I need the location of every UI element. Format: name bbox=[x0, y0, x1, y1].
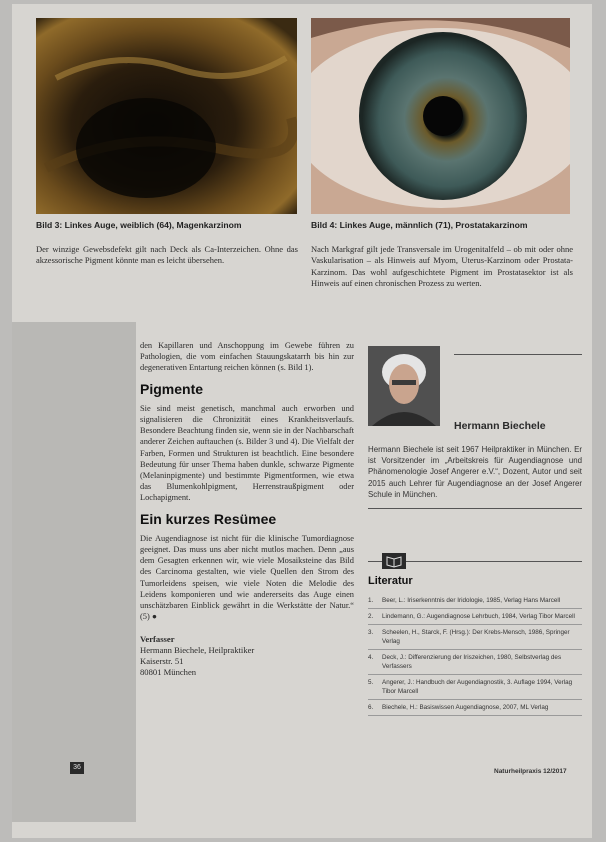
caption-right: Bild 4: Linkes Auge, männlich (71), Prostatakarzinom bbox=[311, 220, 528, 230]
divider bbox=[454, 354, 582, 355]
list-item: 3. Scheelen, H., Starck, F. (Hrsg.): Der Krebs-Mensch, 1986, Springer Verlag bbox=[368, 625, 582, 650]
author-name: Hermann Biechele bbox=[454, 420, 546, 432]
list-item: 6. Biechele, H.: Basiswissen Augendiagnose, 2007, ML Verlag bbox=[368, 700, 582, 716]
author-bio: Hermann Biechele ist seit 1967 Heilpraktiker in München. Er ist Vorsitzender im „Arbeitskreis für Augendiagnose und Phänomenologie Josef Angerer e.V.“, Dozent, Autor und seit 2015 auch Lehrer für Augendiagnose an der Josef Angerer Schule in München. bbox=[368, 445, 582, 499]
book-icon bbox=[382, 553, 406, 569]
heading-resumee: Ein kurzes Resümee bbox=[140, 510, 277, 527]
page-number: 36 bbox=[70, 762, 84, 774]
heading-pigmente: Pigmente bbox=[140, 380, 204, 397]
author-portrait bbox=[368, 346, 440, 426]
list-item: 5. Angerer, J.: Handbuch der Augendiagnostik, 3. Auflage 1994, Verlag Tibor Marcell bbox=[368, 675, 582, 700]
verfasser-label: Verfasser bbox=[140, 634, 175, 645]
sidebar-column bbox=[368, 346, 582, 716]
divider bbox=[368, 508, 582, 509]
resumee-paragraph: Die Augendiagnose ist nicht für die klinische Tumordiagnose geeignet. Das muss uns aber nicht mutlos machen. Denn „aus dem Gesagten erkennen wir, wie viele Mosaiksteine das Bild des Carcinoma gestalten, wie viele Quellen den Strom des Tumorleidens speisen, wie viele Noten die Melodie des Leidens komponieren und wie andererseits das Auge einen unschätzbaren Einblick gewährt in die Werkstätte der Natur.“ (5) ● bbox=[140, 533, 354, 622]
iris-photo-left bbox=[36, 18, 297, 214]
list-item: 4. Deck, J.: Differenzierung der Iriszeichen, 1980, Selbstverlag des Verfassers bbox=[368, 650, 582, 675]
magazine-footer: Naturheilpraxis 12/2017 bbox=[494, 768, 567, 775]
literatur-title: Literatur bbox=[368, 575, 413, 588]
iris-photo-right bbox=[311, 18, 570, 214]
address-line: Kaiserstr. 51 bbox=[140, 656, 184, 667]
intro-paragraph: den Kapillaren und Anschoppung im Gewebe führen zu Pathologien, die vom einfachen Stauungskatarrh bis hin zur degenerativen Entartung reichen können (s. Bild 1). bbox=[140, 341, 354, 373]
address-line: Hermann Biechele, Heilpraktiker bbox=[140, 645, 255, 656]
list-item: 1. Beer, L.: Iriserkenntnis der Iridologie, 1985, Verlag Hans Marcell bbox=[368, 593, 582, 609]
author-address bbox=[140, 634, 354, 678]
top-text-left: Der winzige Gewebsdefekt gilt nach Deck als Ca-Interzeichen. Ohne das akzessorische Pigment könnte man es leicht übersehen. bbox=[36, 244, 298, 266]
magazine-page bbox=[12, 4, 592, 838]
list-item: 2. Lindemann, G.: Augendiagnose Lehrbuch, 1984, Verlag Tibor Marcell bbox=[368, 609, 582, 625]
article-column bbox=[140, 340, 354, 678]
pigmente-paragraph: Sie sind meist genetisch, manchmal auch erworben und signalisieren die Chronizität eines Krankheitsverlaufs. Besondere Beachtung finden sie, wenn sie in der Nachbarschaft anderer Zeichen auftauchen (s. Bilder 3 und 4). Die Vielfalt der Farben, Formen und Strukturen ist beachtlich. Eine besondere Bedeutung für unser Thema haben dunkle, schwarze Pigmente (Melaninpigmente) und bestimmte Pigmentformen, wie etwa das Blumenkohlpigment, Herrenstraußpigment oder Lochapigment. bbox=[140, 403, 354, 503]
caption-left: Bild 3: Linkes Auge, weiblich (64), Magenkarzinom bbox=[36, 220, 242, 230]
grey-sidebar-panel bbox=[12, 322, 136, 822]
literatur-list bbox=[368, 593, 582, 716]
top-text-right: Nach Markgraf gilt jede Transversale im Urogenitalfeld – ob mit oder ohne Vaskularisation – als Hinweis auf Myom, Uterus-Karzinom oder Prostata-Karzinom. Das wohl aufgeschichtete Pigment im Prostatasektor ist als Hinweis auf einen chronischen Prozess zu werten. bbox=[311, 244, 573, 289]
address-line: 80801 München bbox=[140, 667, 197, 678]
